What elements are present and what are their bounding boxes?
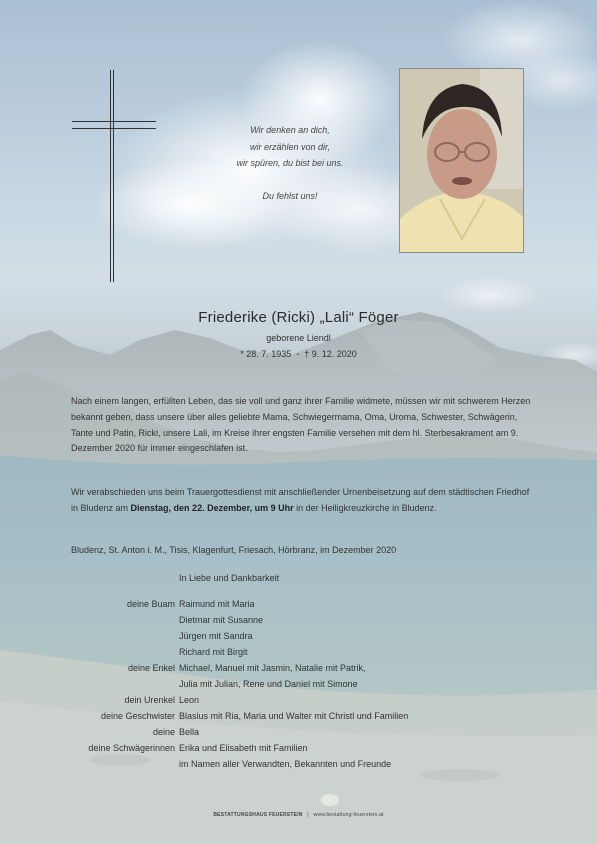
family-names: im Namen aller Verwandten, Bekannten und Freunde	[179, 759, 392, 769]
family-intro: In Liebe und Dankbarkeit	[179, 573, 280, 583]
funeral-date: Dienstag, den 22. Dezember, um 9 Uhr	[130, 502, 294, 513]
family-names: Jürgen mit Sandra	[179, 631, 253, 641]
family-role: deine Geschwister	[100, 711, 175, 721]
family-names: Leon	[179, 695, 200, 705]
poem-closing: Du fehlst uns!	[262, 190, 318, 201]
funeral-paragraph	[71, 485, 531, 517]
footer-separator: |	[307, 812, 309, 818]
family-role: deine Schwägerinnen	[88, 743, 175, 753]
family-names: Dietmar mit Susanne	[179, 615, 264, 625]
family-names: Richard mit Birgit	[179, 647, 248, 657]
family-names: Raimund mit Maria	[179, 599, 255, 609]
funeral-home-name: BESTATTUNGSHAUS FEUERSTEIN	[213, 812, 303, 818]
deceased-name: Friederike (Ricki) „Lali“ Föger	[198, 309, 399, 326]
portrait-photo	[399, 68, 524, 253]
cross-icon-crossbar	[72, 121, 156, 129]
place-date: Bludenz, St. Anton i. M., Tisis, Klagenfurt, Friesach, Hörbranz, im Dezember 2020	[71, 545, 397, 555]
family-names: Blasius mit Ria, Maria und Walter mit Christl und Familien	[179, 711, 409, 721]
family-role: dein Urenkel	[124, 695, 175, 705]
family-names: Bella	[179, 727, 200, 737]
funeral-home-website[interactable]: www.bestattung-feuerstein.at	[313, 812, 384, 818]
announcement-paragraph: Nach einem langen, erfüllten Leben, das sie voll und ganz ihrer Familie widmete, müssen wir mit schwerem Herzen bekannt geben, dass unsere über alles geliebte Mama, Schwiegermama, Oma, Uroma, Schwester, Schwägerin, Tante und Patin, Ricki, unsere Lali, im Kreise ihrer engsten Familie versehen mit dem hl. Sterbesakrament am 9. Dezember 2020 für immer eingeschlafen ist.	[71, 396, 531, 454]
funeral-text-start: Wir verabschieden uns beim Trauergottesdienst mit anschließender Urnenbeisetzung auf dem städtischen Friedhof in Bludenz am	[71, 487, 530, 513]
poem	[200, 122, 380, 204]
family-names: Julia mit Julian, Rene und Daniel mit Simone	[179, 679, 358, 689]
poem-line: wir spüren, du bist bei uns.	[236, 158, 344, 168]
family-role: deine Buam	[126, 599, 175, 609]
maiden-name: geborene Liendl	[266, 333, 331, 343]
family-role: deine	[152, 727, 175, 737]
funeral-text-end: in der Heiligkreuzkirche in Bludenz.	[293, 502, 437, 513]
poem-line: wir erzählen von dir,	[249, 141, 331, 152]
life-dates: * 28. 7. 1935 - † 9. 12. 2020	[240, 349, 357, 359]
family-role: deine Enkel	[127, 663, 175, 673]
poem-line: Wir denken an dich,	[250, 125, 330, 135]
family-names: Erika und Elisabeth mit Familien	[179, 743, 308, 753]
footer	[0, 812, 597, 818]
family-names: Michael, Manuel mit Jasmin, Natalie mit Patrik,	[179, 663, 366, 673]
cross-icon	[110, 70, 114, 282]
